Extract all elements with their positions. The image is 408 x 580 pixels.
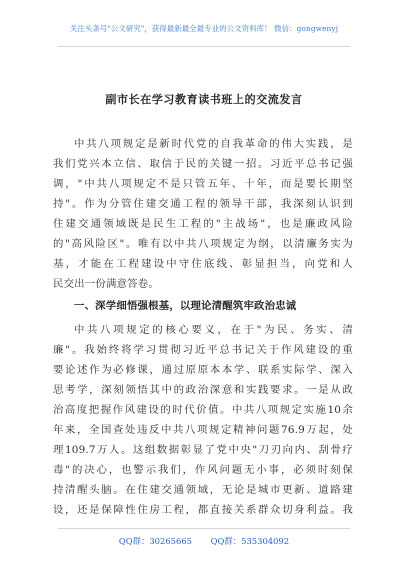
body-line: 设，还是保障性住房工程，都直接关系群众切身利益。我 <box>53 504 353 516</box>
body-line: 调，"中共八项规定不是只管五年、十年，而是要长期坚 <box>53 178 353 190</box>
body-line: 理109.7万人。这组数据彰显了党中央"刀刃向内、刮骨疗 <box>53 444 353 456</box>
body-line: 年来，全国查处违反中共八项规定精神问题76.9万起，处 <box>53 424 353 436</box>
body-line: 中共八项规定的核心要义，在于"为民、务实、清 <box>74 324 353 336</box>
body-line: 廉"。我始终将学习贯彻习近平总书记关于作风建设的重 <box>53 344 353 356</box>
footer-qq-group-2: QQ群：535304092 <box>210 536 290 546</box>
body-line: 基，才能在工程建设中守住底线、彰显担当，向党和人 <box>53 258 353 270</box>
body-line: 的"高风险区"。唯有以中共八项规定为纲，以清廉务实为 <box>53 238 353 250</box>
promo-banner: 关注头条号"公文研究"，获得最新最全最专业的公文资料库！ 微信：gongwenyj <box>69 24 339 33</box>
footer-divider <box>58 528 350 529</box>
body-line: 我们党兴本立信、取信于民的关键一招。习近平总书记强 <box>53 158 353 170</box>
body-line: 毒"的决心，也警示我们，作风问题无小事，必须时刻保 <box>53 464 353 476</box>
body-line: 思考学，深刻领悟其中的政治深意和实践要求。一是从政 <box>53 384 353 396</box>
body-line: 持清醒头脑。在住建交通领域，无论是城市更新、道路建 <box>53 484 353 496</box>
body-line: 中共八项规定是新时代党的自我革命的伟大实践，是 <box>74 138 353 150</box>
header-divider <box>58 46 350 47</box>
body-line: 持"。作为分管住建交通工程的领导干部，我深刻认识到 <box>53 198 353 210</box>
body-line: 要论述作为必修课，通过原原本本学、联系实际学、深入 <box>53 364 353 376</box>
body-line: 民交出一份满意答卷。 <box>53 278 159 290</box>
body-line: 住建交通领域既是民生工程的"主战场"，也是廉政风险 <box>53 218 353 230</box>
document-title: 副市长在学习教育读书班上的交流发言 <box>105 93 303 106</box>
body-line: 治高度把握作风建设的时代价值。中共八项规定实施10余 <box>53 404 353 416</box>
footer-qq-group-1: QQ群：30265665 <box>118 536 192 546</box>
footer <box>0 535 408 547</box>
section-heading: 一、深学细悟强根基，以理论清醒筑牢政治忠诚 <box>74 300 297 312</box>
